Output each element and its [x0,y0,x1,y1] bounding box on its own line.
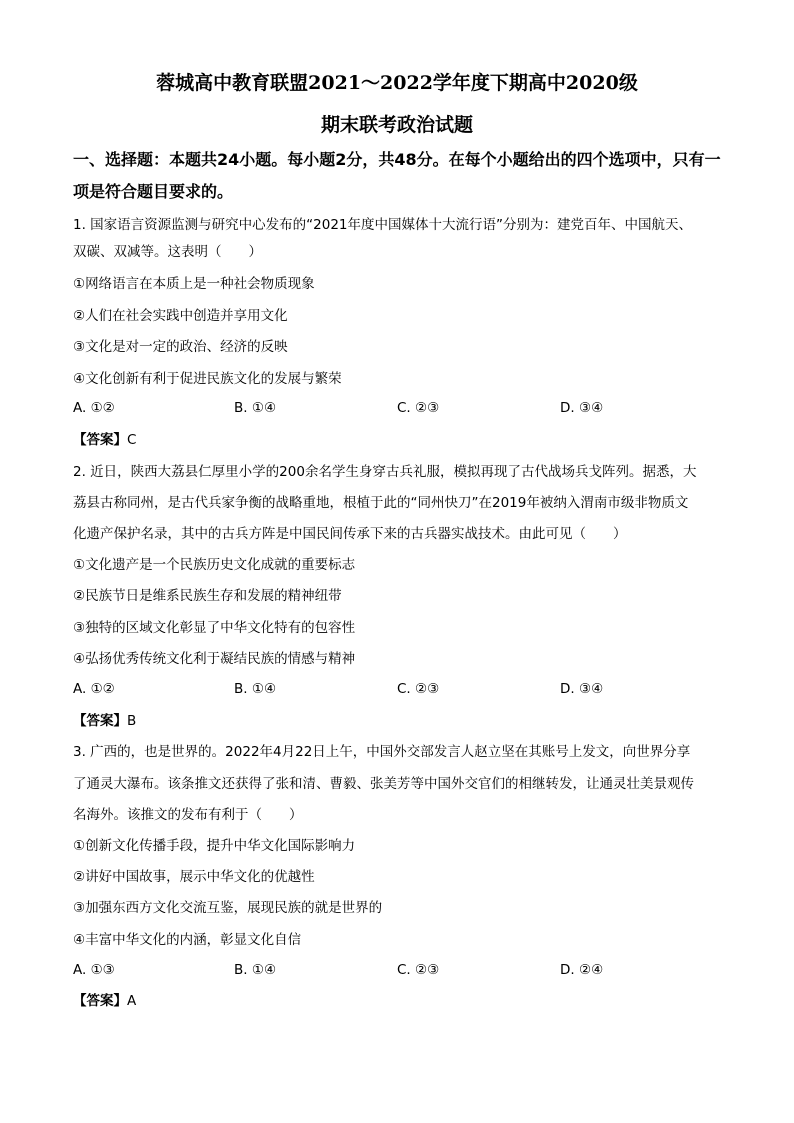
question-2-answer [73,711,136,731]
exam-title-line1: 蓉城高中教育联盟2021～2022学年度下期高中2020级 [156,72,638,94]
question-3-answer [73,991,136,1011]
question-2-statement-2: ②民族节日是维系民族生存和发展的精神纽带 [73,588,342,604]
question-3-stem-line-3: 名海外。该推文的发布有利于（ ） [73,807,303,823]
question-2-option-c: C. ②③ [397,681,440,697]
section-heading: 一、选择题：本题共24小题。每小题2分，共48分。在每个小题给出的四个选项中，只有一项是符合题目要求的。 [73,150,721,201]
question-3-statement-3: ③加强东西方文化交流互鉴，展现民族的就是世界的 [73,900,383,916]
question-1-options [73,398,723,418]
question-1-stem-line-1: 1. 国家语言资源监测与研究中心发布的“2021年度中国媒体十大流行语”分别为：建党百年、中国航天、 [73,217,693,233]
answer-tag: 【答案】 [73,713,127,729]
question-3-option-b: B. ①④ [234,962,277,978]
question-1-stem-line-2: 双碳、双减等。这表明（ ） [73,244,262,260]
question-1-option-b: B. ①④ [234,400,277,416]
question-1-statement-3: ③文化是对一定的政治、经济的反映 [73,339,288,355]
question-3-option-c: C. ②③ [397,962,440,978]
answer-value: C [127,432,137,448]
question-2-statement-3: ③独特的区域文化彰显了中华文化特有的包容性 [73,620,356,636]
answer-tag: 【答案】 [73,432,127,448]
question-3-option-d: D. ②④ [560,962,604,978]
question-1-statement-1: ①网络语言在本质上是一种社会物质现象 [73,276,315,292]
question-3-options [73,960,723,980]
question-3-option-a: A. ①③ [73,962,115,978]
question-1-option-a: A. ①② [73,400,115,416]
answer-value: A [127,993,137,1009]
question-2-option-d: D. ③④ [560,681,604,697]
question-1-option-c: C. ②③ [397,400,440,416]
question-3-stem-line-2: 了通灵大瀑布。该条推文还获得了张和清、曹毅、张美芳等中国外交官们的相继转发，让通灵壮美景观传 [73,776,694,792]
question-2-option-a: A. ①② [73,681,115,697]
question-1-statement-4: ④文化创新有利于促进民族文化的发展与繁荣 [73,371,342,387]
question-3-statement-4: ④丰富中华文化的内涵，彰显文化自信 [73,932,302,948]
question-1-statement-2: ②人们在社会实践中创造并享用文化 [73,308,288,324]
question-3-stem-line-1: 3. 广西的，也是世界的。2022年4月22日上午，中国外交部发言人赵立坚在其账号上发文，向世界分享 [73,744,691,760]
question-2-options [73,679,723,699]
question-1-answer [73,430,136,450]
exam-title-line2: 期末联考政治试题 [320,114,473,136]
question-2-option-b: B. ①④ [234,681,277,697]
question-3-statement-1: ①创新文化传播手段，提升中华文化国际影响力 [73,838,356,854]
answer-tag: 【答案】 [73,993,127,1009]
question-2-stem-line-2: 荔县古称同州，是古代兵家争衡的战略重地，根植于此的“同州快刀”在2019年被纳入渭南市级非物质文 [73,495,689,511]
answer-value: B [127,713,137,729]
question-2-statement-4: ④弘扬优秀传统文化利于凝结民族的情感与精神 [73,651,356,667]
question-1-option-d: D. ③④ [560,400,604,416]
question-2-stem-line-3: 化遗产保护名录，其中的古兵方阵是中国民间传承下来的古兵器实战技术。由此可见（ ） [73,526,627,542]
question-2-stem-line-1: 2. 近日，陕西大荔县仁厚里小学的200余名学生身穿古兵礼服，模拟再现了古代战场兵戈阵列。据悉，大 [73,464,697,480]
question-2-statement-1: ①文化遗产是一个民族历史文化成就的重要标志 [73,557,356,573]
question-3-statement-2: ②讲好中国故事，展示中华文化的优越性 [73,869,315,885]
